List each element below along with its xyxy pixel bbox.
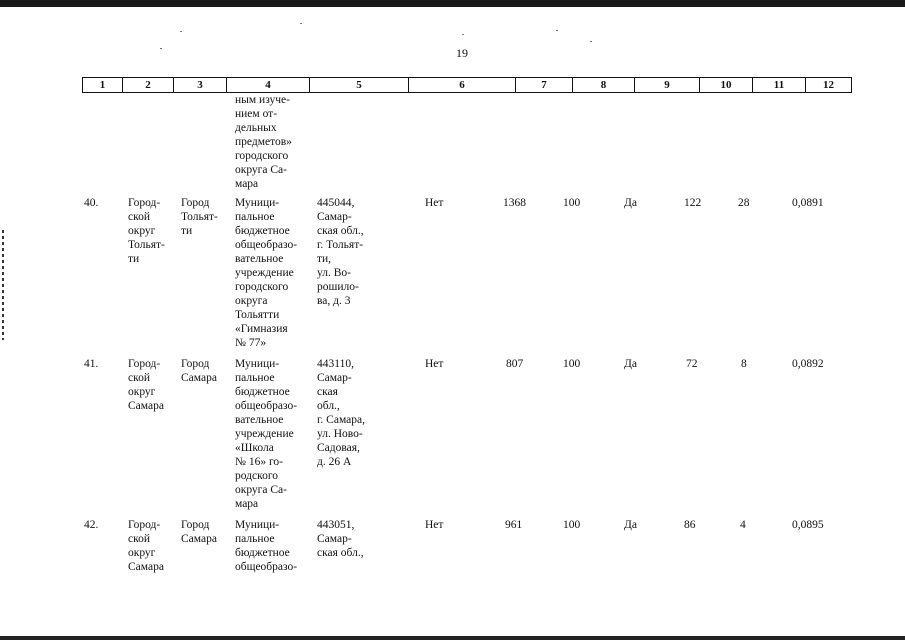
col10-cell: 72: [686, 358, 698, 370]
header-cell: 11: [753, 78, 806, 92]
header-cell: 12: [823, 79, 834, 91]
col12-cell: 0,0892: [792, 358, 824, 370]
scan-speck: [556, 30, 558, 31]
scan-speck: [300, 23, 302, 24]
scan-top-edge: [0, 0, 905, 7]
scan-speck: [462, 34, 464, 35]
col11-cell: 4: [740, 519, 746, 531]
header-cell: 7: [516, 78, 573, 92]
district-cell: Город- ской округ Самара: [128, 519, 164, 573]
address-cell: 443051, Самар- ская обл.,: [317, 519, 364, 559]
header-cell: 10: [700, 78, 753, 92]
col6-cell: Нет: [425, 197, 444, 209]
header-cell: 8: [573, 78, 635, 92]
col9-cell: Да: [624, 197, 637, 209]
scan-speck: [590, 41, 592, 42]
continuation-name-cell: ным изуче- нием от- дельных предметов» городского округа Са- мара: [235, 94, 292, 190]
col6-cell: Нет: [425, 358, 444, 370]
district-cell: Город- ской округ Самара: [128, 358, 164, 412]
address-cell: 443110, Самар- ская обл., г. Самара, ул. Ново- Садовая, д. 26 А: [317, 358, 365, 468]
settlement-cell: Город Тольят- ти: [181, 197, 218, 237]
row-number: 41.: [84, 358, 99, 370]
col12-cell: 0,0895: [792, 519, 824, 531]
col7-cell: 961: [505, 519, 523, 531]
col8-cell: 100: [563, 358, 581, 370]
address-cell: 445044, Самар- ская обл., г. Тольят- ти, ул. Во- рошило- ва, д. 3: [317, 197, 364, 307]
scan-bottom-edge: [0, 636, 905, 640]
header-cell: 6: [409, 78, 516, 92]
table-header-row: [82, 77, 852, 93]
col9-cell: Да: [624, 358, 637, 370]
settlement-cell: Город Самара: [181, 519, 217, 545]
col9-cell: Да: [624, 519, 637, 531]
scan-speck: [160, 48, 162, 49]
settlement-cell: Город Самара: [181, 358, 217, 384]
col10-cell: 122: [684, 197, 702, 209]
scan-speck: [180, 31, 182, 32]
col12-cell: 0,0891: [792, 197, 824, 209]
scan-left-edge: [2, 230, 4, 340]
header-cell: 1: [83, 78, 123, 92]
row-number: 42.: [84, 519, 99, 531]
school-name-cell: Муници- пальное бюджетное общеобразо- вательное учреждение «Школа № 16» го- родского округа Са- мара: [235, 358, 298, 510]
col7-cell: 807: [506, 358, 524, 370]
col8-cell: 100: [563, 519, 581, 531]
header-cell: 2: [123, 78, 174, 92]
page-number: 19: [456, 46, 468, 60]
school-name-cell: Муници- пальное бюджетное общеобразо- вательное учреждение городского округа Тольятти «Гимназия № 77»: [235, 197, 298, 349]
header-cell: 9: [635, 78, 700, 92]
col11-cell: 28: [738, 197, 750, 209]
header-cell: 3: [174, 78, 227, 92]
col7-cell: 1368: [503, 197, 526, 209]
col11-cell: 8: [741, 358, 747, 370]
col10-cell: 86: [684, 519, 696, 531]
district-cell: Город- ской округ Тольят- ти: [128, 197, 165, 265]
school-name-cell: Муници- пальное бюджетное общеобразо-: [235, 519, 298, 573]
header-cell: 4: [227, 78, 310, 92]
col8-cell: 100: [563, 197, 581, 209]
row-number: 40.: [84, 197, 99, 209]
col6-cell: Нет: [425, 519, 444, 531]
header-cell: 5: [310, 78, 409, 92]
